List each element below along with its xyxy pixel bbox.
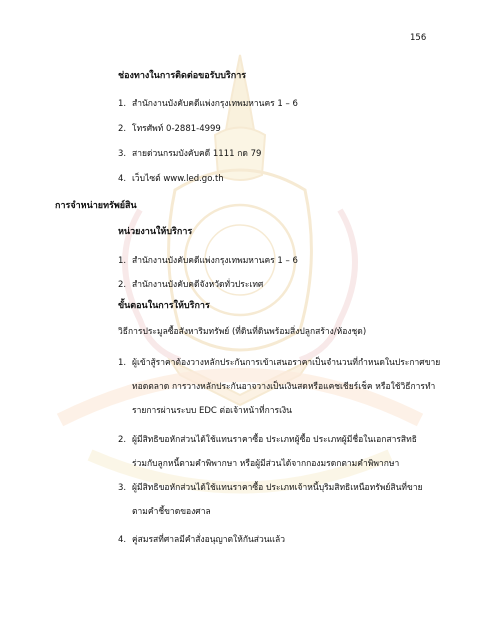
list-text: สำนักงานบังคับคดีแพ่งกรุงเทพมหานคร 1 – 6 xyxy=(132,99,298,109)
list-number: 4. xyxy=(118,535,127,545)
step-line: ร่วมกับลูกหนี้ตามคำพิพากษา หรือผู้มีส่วนได้จากกองมรดกตามคำพิพากษา xyxy=(132,459,400,469)
step-line: ผู้เข้าสู้ราคาต้องวางหลักประกันการเข้าเสนอราคาเป็นจำนวนที่กำหนดในประกาศขาย xyxy=(132,358,441,368)
step-item xyxy=(118,482,423,494)
list-item xyxy=(118,123,221,135)
step-line: คู่สมรสที่ศาลมีคำสั่งอนุญาตให้กันส่วนแล้ว xyxy=(132,535,286,545)
section-heading-asset-disposal: การจำหน่ายทรัพย์สิน xyxy=(55,201,137,211)
section-heading-contact-channels: ช่องทางในการติดต่อขอรับบริการ xyxy=(118,71,247,81)
steps-intro: วิธีการประมูลซื้อสังหาริมทรัพย์ (ที่ดินที่ดินพร้อมสิ่งปลูกสร้าง/ห้องชุด) xyxy=(118,327,367,337)
step-line: รายการผ่านระบบ EDC ต่อเจ้าหน้าที่การเงิน xyxy=(132,406,292,416)
list-item xyxy=(118,148,261,160)
list-number: 2. xyxy=(118,435,127,445)
list-number: 3. xyxy=(118,483,127,493)
step-item xyxy=(118,357,440,369)
step-line: ทอดตลาด การวางหลักประกันอาจวางเป็นเงินสดหรือแคชเชียร์เช็ค หรือใช้วิธีการทำ xyxy=(132,382,436,392)
list-number: 2. xyxy=(118,124,127,134)
list-item xyxy=(118,279,263,291)
list-number: 4. xyxy=(118,174,127,184)
step-item xyxy=(118,534,285,546)
step-line: ตามคำชี้ขาดของศาล xyxy=(132,507,211,517)
list-item xyxy=(118,255,298,267)
list-item xyxy=(118,98,298,110)
list-text: เว็บไซต์ www.led.go.th xyxy=(132,174,224,184)
list-number: 2. xyxy=(118,280,127,290)
page-number: 156 xyxy=(410,33,427,43)
list-text: โทรศัพท์ 0-2881-4999 xyxy=(132,124,221,134)
step-item xyxy=(118,434,417,446)
list-text: สำนักงานบังคับคดีจังหวัดทั่วประเทศ xyxy=(132,280,264,290)
list-number: 1. xyxy=(118,99,127,109)
list-number: 1. xyxy=(118,256,127,266)
step-line: ผู้มีสิทธิขอหักส่วนได้ใช้แทนราคาซื้อ ประเภทเจ้าหนี้บุริมสิทธิเหนือทรัพย์สินที่ขาย xyxy=(132,483,423,493)
list-text: สายด่วนกรมบังคับคดี 1111 กด 79 xyxy=(132,149,262,159)
subheading-service-steps: ขั้นตอนในการให้บริการ xyxy=(118,301,210,311)
list-item xyxy=(118,173,224,185)
step-line: ผู้มีสิทธิขอหักส่วนได้ใช้แทนราคาซื้อ ประเภทผู้ซื้อ ประเภทผู้มีชื่อในเอกสารสิทธิ xyxy=(132,435,417,445)
list-text: สำนักงานบังคับคดีแพ่งกรุงเทพมหานคร 1 – 6 xyxy=(132,256,298,266)
list-number: 3. xyxy=(118,149,127,159)
list-number: 1. xyxy=(118,358,127,368)
subheading-service-units: หน่วยงานให้บริการ xyxy=(118,227,193,237)
